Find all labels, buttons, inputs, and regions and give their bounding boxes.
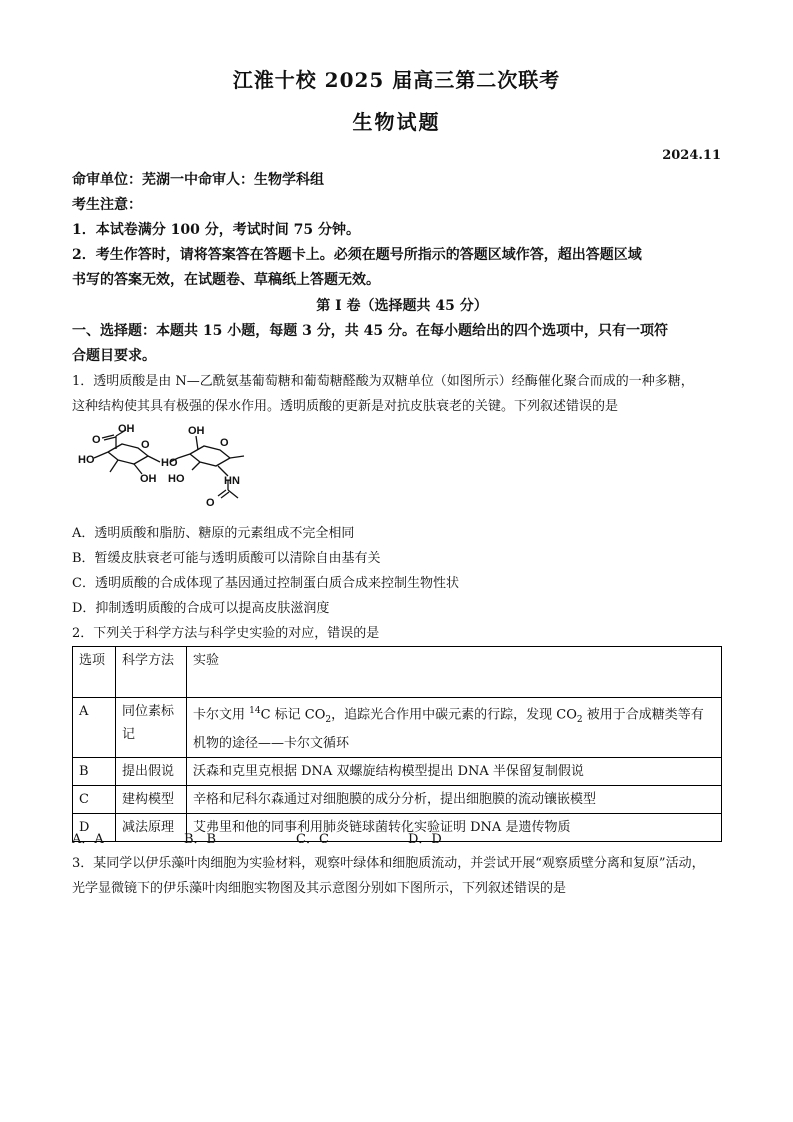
exam-title: 江淮十校 2025 届高三第二次联考 xyxy=(232,68,561,92)
table-header-row xyxy=(73,647,722,698)
q2-answer-b: B．B xyxy=(184,832,217,847)
table-cell-option: B xyxy=(73,757,116,785)
subject-title: 生物试题 xyxy=(352,110,441,134)
q1-option-d: D．抑制透明质酸的合成可以提高皮肤滋润度 xyxy=(72,601,330,616)
chem-label: HO xyxy=(168,473,185,485)
table-header-cell: 科学方法 xyxy=(116,647,187,698)
table-cell-option: A xyxy=(73,698,116,758)
q3-stem-line1: 3．某同学以伊乐藻叶肉细胞为实验材料，观察叶绿体和细胞质流动，并尝试开展“观察质壁分离和复原”活动， xyxy=(72,856,705,871)
q2-answer-options xyxy=(72,828,520,847)
subscript: 2 xyxy=(576,714,583,725)
table-cell-method: 建构模型 xyxy=(116,785,187,813)
chem-label: HN xyxy=(224,475,240,487)
table-cell-experiment: 艾弗里和他的同事利用肺炎链球菌转化实验证明 DNA 是遗传物质 xyxy=(187,813,722,841)
table-cell-experiment: 辛格和尼科尔森通过对细胞膜的成分分析，提出细胞膜的流动镶嵌模型 xyxy=(187,785,722,813)
q1-stem-line2: 这种结构使其具有极强的保水作用。透明质酸的更新是对抗皮肤衰老的关键。下列叙述错误的是 xyxy=(72,399,619,414)
table-cell-experiment xyxy=(187,698,722,758)
chem-label: O xyxy=(220,437,229,449)
chem-label: OH xyxy=(188,425,205,437)
superscript: 14 xyxy=(249,706,261,716)
table-cell-method: 同位素标记 xyxy=(116,698,187,758)
section-instruction-line1: 一、选择题：本题共 15 小题，每题 3 分，共 45 分。在每小题给出的四个选项中，只有一项符 xyxy=(72,323,668,339)
exp-text: 卡尔文用 xyxy=(193,707,250,723)
exp-text: 被用于合成糖类等有机物的途径——卡尔文循环 xyxy=(193,707,704,751)
q2-answer-d: D．D xyxy=(408,832,442,847)
q2-answer-a: A．A xyxy=(72,832,104,847)
subscript: 2 xyxy=(325,714,332,725)
q1-stem-line1: 1．透明质酸是由 N—乙酰氨基葡萄糖和葡萄糖醛酸为双糖单位（如图所示）经酶催化聚合而成的一种多糖， xyxy=(72,374,694,389)
table-header-cell: 选项 xyxy=(73,647,116,698)
chem-label: O xyxy=(206,497,215,509)
authors-line: 命审单位：芜湖一中命审人：生物学科组 xyxy=(72,172,324,188)
q1-option-b: B．暂缓皮肤衰老可能与透明质酸可以清除自由基有关 xyxy=(72,551,381,566)
chem-label: OH xyxy=(140,473,157,485)
chem-label: O xyxy=(92,434,101,446)
q3-stem-line2: 光学显微镜下的伊乐藻叶肉细胞实物图及其示意图分别如下图所示，下列叙述错误的是 xyxy=(72,881,567,896)
notice-2-line1: 2．考生作答时，请将答案答在答题卡上。必须在题号所指示的答题区域作答，超出答题区域 xyxy=(72,247,642,263)
chem-label: HO xyxy=(161,457,178,469)
section-title: 第 I 卷（选择题共 45 分） xyxy=(316,298,488,314)
chem-label: O xyxy=(141,439,150,451)
section-instruction-line2: 合题目要求。 xyxy=(72,348,156,364)
q1-option-c: C．透明质酸的合成体现了基因通过控制蛋白质合成来控制生物性状 xyxy=(72,576,459,591)
chem-label: OH xyxy=(118,423,135,435)
q2-answer-c: C．C xyxy=(296,832,329,847)
q2-table xyxy=(72,646,722,842)
q2-stem: 2．下列关于科学方法与科学史实验的对应，错误的是 xyxy=(72,626,380,641)
chem-label: HO xyxy=(78,454,95,466)
notice-title: 考生注意： xyxy=(72,197,142,213)
table-row xyxy=(73,698,722,758)
notice-1: 1．本试卷满分 100 分，考试时间 75 分钟。 xyxy=(72,222,360,238)
hyaluronic-acid-structure-diagram xyxy=(78,422,293,512)
exp-text: C 标记 CO xyxy=(260,707,326,723)
table-cell-option: D xyxy=(73,813,116,841)
table-cell-method: 减法原理 xyxy=(116,813,187,841)
table-cell-experiment: 沃森和克里克根据 DNA 双螺旋结构模型提出 DNA 半保留复制假说 xyxy=(187,757,722,785)
notice-2-line2: 书写的答案无效，在试题卷、草稿纸上答题无效。 xyxy=(72,272,380,288)
q1-option-a: A．透明质酸和脂肪、糖原的元素组成不完全相同 xyxy=(72,526,355,541)
exam-date: 2024.11 xyxy=(662,148,721,163)
exp-text: ，追踪光合作用中碳元素的行踪，发现 CO xyxy=(331,707,577,723)
table-header-cell: 实验 xyxy=(187,647,722,698)
table-row xyxy=(73,785,722,813)
table-cell-method: 提出假说 xyxy=(116,757,187,785)
table-row xyxy=(73,757,722,785)
table-cell-option: C xyxy=(73,785,116,813)
